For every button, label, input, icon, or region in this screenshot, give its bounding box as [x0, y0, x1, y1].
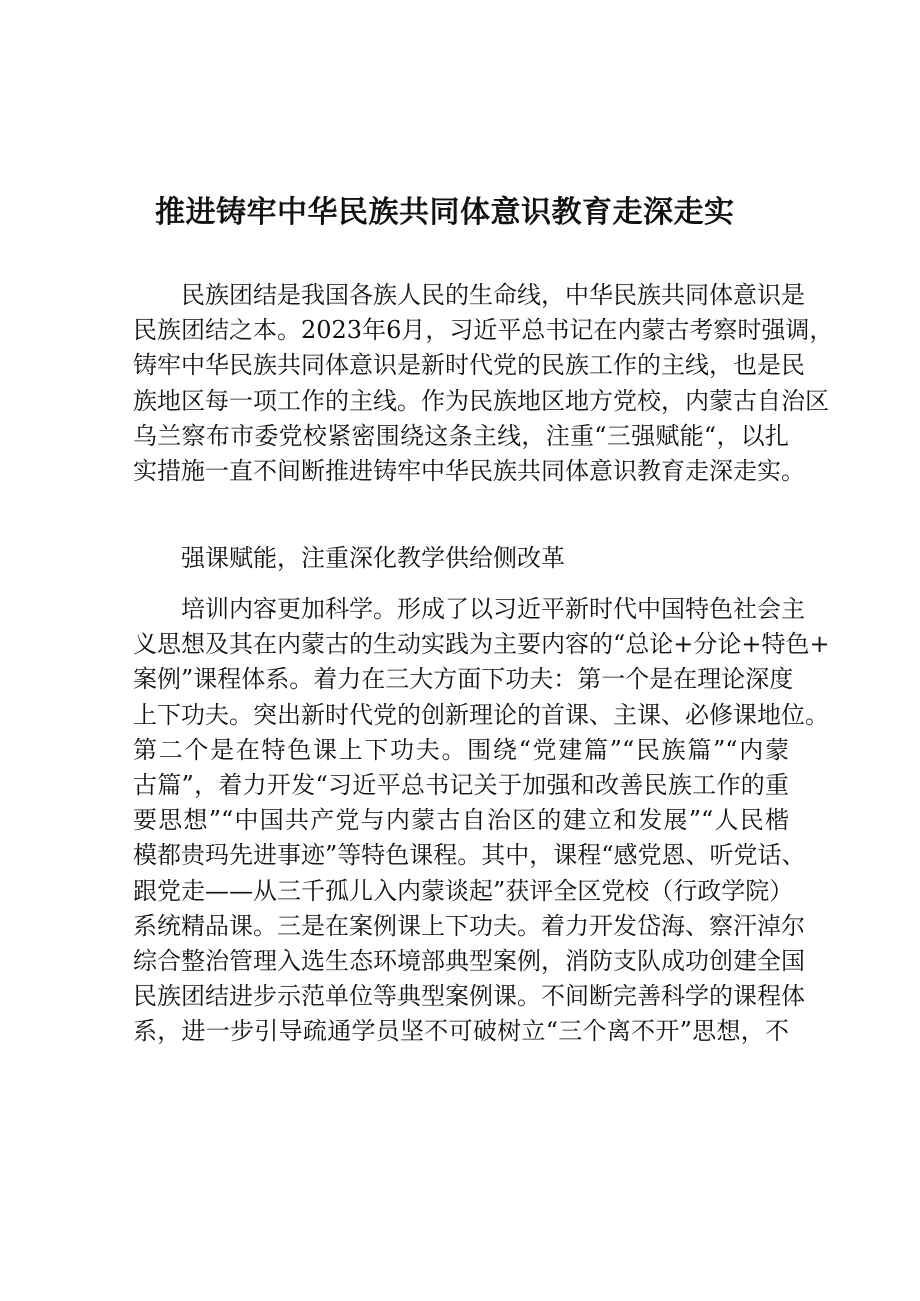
text-line: 系，进一步引导疏通学员坚不可破树立“三个离不开”思想，不 [133, 1017, 789, 1046]
text-line: 民族团结进步示范单位等典型案例课。不间断完善科学的课程体 [133, 982, 805, 1011]
text-line: 实措施一直不间断推进铸牢中华民族共同体意识教育走深走实。 [133, 457, 805, 486]
text-line: 案例”课程体系。着力在三大方面下功夫：第一个是在理论深度 [133, 665, 794, 694]
text-line: 跟党走——从三千孤儿入内蒙谈起”获评全区党校（行政学院） [133, 876, 794, 905]
text-line: 第二个是在特色课上下功夫。围绕“党建篇”“民族篇”“内蒙 [133, 735, 789, 764]
text-line: 乌兰察布市委党校紧密围绕这条主线，注重“三强赋能“，以扎 [133, 421, 789, 450]
document-title: 推进铸牢中华民族共同体意识教育走深走实 [155, 195, 735, 230]
paragraph-curriculum [133, 592, 830, 1050]
text-line: 铸牢中华民族共同体意识是新时代党的民族工作的主线，也是民 [133, 351, 805, 380]
text-line: 义思想及其在内蒙古的生动实践为主要内容的“总论+分论+特色+ [133, 630, 830, 659]
text-line: 民族团结是我国各族人民的生命线，中华民族共同体意识是 [181, 281, 805, 309]
text-line: 培训内容更加科学。形成了以习近平新时代中国特色社会主 [181, 595, 805, 623]
text-line: 民族团结之本。2023年6月，习近平总书记在内蒙古考察时强调， [133, 316, 834, 345]
text-line: 系统精品课。三是在案例课上下功夫。着力开发岱海、察汗淖尔 [133, 911, 805, 940]
text-line: 综合整治管理入选生态环境部典型案例，消防支队成功创建全国 [133, 947, 805, 976]
text-line: 强课赋能，注重深化教学供给侧改革 [181, 544, 565, 572]
text-line: 要思想”“中国共产党与内蒙古自治区的建立和发展”“人民楷 [133, 806, 789, 835]
section-heading [133, 541, 789, 576]
text-line: 古篇”，着力开发“习近平总书记关于加强和改善民族工作的重 [133, 771, 789, 800]
paragraph-intro [133, 278, 834, 489]
text-line: 族地区每一项工作的主线。作为民族地区地方党校，内蒙古自治区 [133, 386, 829, 415]
text-line: 模都贵玛先进事迹”等特色课程。其中，课程“感党恩、听党话、 [133, 841, 806, 870]
text-line: 上下功夫。突出新时代党的创新理论的首课、主课、必修课地位。 [133, 700, 829, 729]
